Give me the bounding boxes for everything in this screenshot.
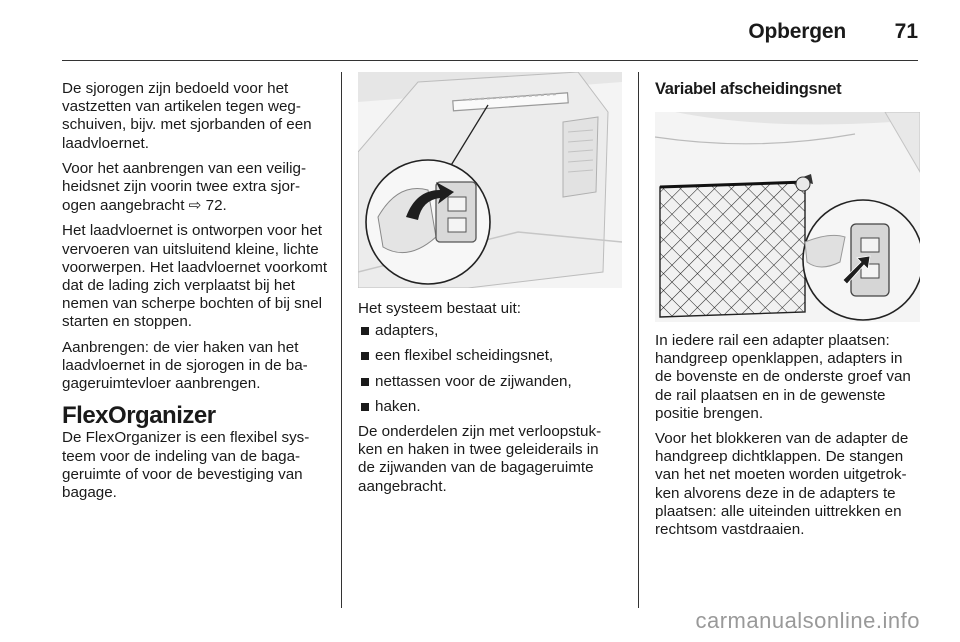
column-right <box>655 80 920 98</box>
page-number: 71 <box>894 20 918 43</box>
page-reference-arrow-icon[interactable]: ⇨ <box>188 196 202 215</box>
page-reference-number[interactable]: 72. <box>201 197 227 215</box>
column-right-text <box>655 332 920 546</box>
paragraph-flexorganizer: De FlexOrganizer is een flexibel sys- teem voor de indeling van de baga- geruimte of voor de bevestiging van bagage. <box>62 429 310 502</box>
paragraph-aanbrengen: Aanbrengen: de vier haken van het laadvloernet in de sjorogen in de ba- gageruimtevloer aanbrengen. <box>62 338 308 393</box>
paragraph-laadvloernet: Het laadvloernet is ontworpen voor het vervoeren van uitsluitend kleine, lichte voorwerpen. Het laadvloernet voorkomt dat de lading zich verplaatst bij het nemen van scherpe bochten of bij snel starten en stoppen. <box>62 222 328 331</box>
column-left <box>62 80 328 509</box>
column-divider-1 <box>341 72 342 608</box>
paragraph-onderdelen: De onderdelen zijn met verloopstuk- ken en haken in twee geleiderails in de zijwanden van de bagageruimte aangebracht. <box>358 423 602 495</box>
paragraph-veiligheidsnet-text: Voor het aanbrengen van een veilig- heidsnet zijn voorin twee extra sjor- ogen aangebracht <box>62 159 307 215</box>
list-item: adapters, <box>358 322 616 340</box>
paragraph-adapter-blokkeren: Voor het blokkeren van de adapter de handgreep dichtklappen. De stangen van het net moeten worden uitgetrok- ken alvorens deze in de adapters te plaatsen: alle uiteinden uittrekken en rechtsom vastdraaien. <box>655 430 909 539</box>
column-middle <box>358 300 616 503</box>
heading-flexorganizer: FlexOrganizer <box>62 402 216 430</box>
page-header <box>62 0 918 61</box>
component-list <box>358 322 616 416</box>
paragraph-adapter-plaatsen: In iedere rail een adapter plaatsen: handgreep openklappen, adapters in de bovenste en de onderste groef van de rail plaatsen en in de gewenste positie brengen. <box>655 332 911 422</box>
rail-adapter-drawing <box>358 72 622 288</box>
illustration-rail-adapter <box>358 72 622 288</box>
paragraph-sjorogen: De sjorogen zijn bedoeld voor het vastzetten van artikelen tegen weg- schuiven, bijv. met sjorbanden of een laadvloernet. <box>62 80 312 152</box>
separation-net-drawing <box>655 112 920 322</box>
illustration-separation-net <box>655 112 920 322</box>
paragraph-systeem-intro: Het systeem bestaat uit: <box>358 300 521 317</box>
list-item: een flexibel scheidingsnet, <box>358 347 616 365</box>
paragraph-veiligheidsnet <box>62 160 328 216</box>
list-item: nettassen voor de zijwanden, <box>358 373 616 391</box>
list-item: haken. <box>358 398 616 416</box>
column-divider-2 <box>638 72 639 608</box>
heading-afscheidingsnet: Variabel afscheidingsnet <box>655 80 842 98</box>
section-title: Opbergen <box>748 20 846 43</box>
watermark: carmanualsonline.info <box>695 608 920 633</box>
